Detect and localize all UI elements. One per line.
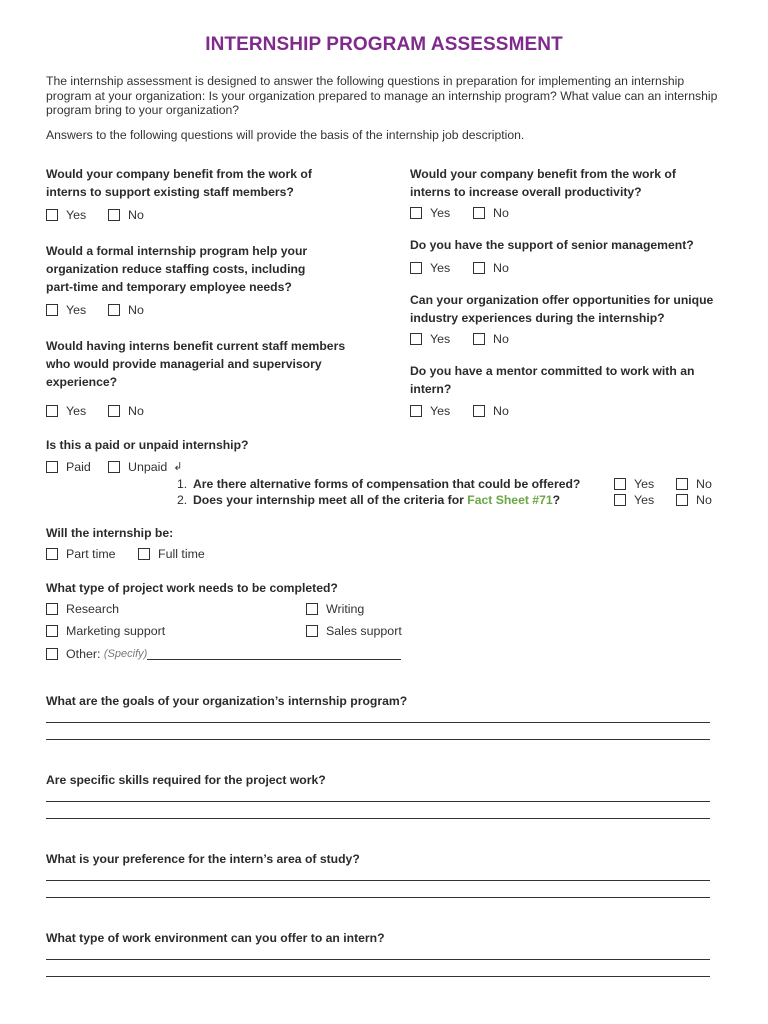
checkbox[interactable] xyxy=(473,207,485,219)
return-arrow-icon: ↲ xyxy=(173,461,183,473)
yes-label: Yes xyxy=(66,208,87,222)
yes-option-reduce-costs[interactable] xyxy=(46,302,86,318)
question-reduce-costs: Would a formal internship program help your organization reduce staffing costs, including part-time and temporary employee needs? xyxy=(46,244,308,294)
paid-label: Paid xyxy=(66,460,91,474)
checkbox[interactable] xyxy=(46,603,58,615)
answer-line[interactable] xyxy=(46,959,710,960)
checkbox[interactable] xyxy=(46,548,58,560)
question-support-staff: Would your company benefit from the work of interns to support existing staff members? xyxy=(46,167,312,199)
subquestion-fact-sheet xyxy=(177,492,560,508)
sales-support-option[interactable] xyxy=(306,623,402,639)
question-area-of-study: What is your preference for the intern’s area of study? xyxy=(46,852,360,866)
writing-label: Writing xyxy=(326,602,365,616)
question-productivity: Would your company benefit from the work of interns to increase overall productivity? xyxy=(410,167,676,199)
checkbox[interactable] xyxy=(46,209,58,221)
specify-hint: (Specify) xyxy=(103,648,148,660)
no-label: No xyxy=(128,208,144,222)
no-option-productivity[interactable] xyxy=(473,205,509,221)
no-option-fact-sheet[interactable] xyxy=(676,492,712,508)
checkbox[interactable] xyxy=(410,333,422,345)
full-time-option[interactable] xyxy=(138,546,205,562)
marketing-support-option[interactable] xyxy=(46,623,165,639)
subquestion-text: Are there alternative forms of compensation that could be offered? xyxy=(193,477,581,491)
part-time-label: Part time xyxy=(66,547,116,561)
subquestion-text: Does your internship meet all of the criteria for xyxy=(193,493,468,507)
yes-option-industry[interactable] xyxy=(410,331,450,347)
checkbox[interactable] xyxy=(676,494,688,506)
yes-label: Yes xyxy=(430,404,451,418)
checkbox[interactable] xyxy=(108,209,120,221)
checkbox[interactable] xyxy=(676,478,688,490)
part-time-option[interactable] xyxy=(46,546,116,562)
yes-option-senior-management[interactable] xyxy=(410,260,450,276)
yes-option-support-staff[interactable] xyxy=(46,207,86,223)
paid-option[interactable] xyxy=(46,459,91,475)
intro-note: Answers to the following questions will provide the basis of the internship job description. xyxy=(46,128,525,142)
marketing-support-label: Marketing support xyxy=(66,624,166,638)
writing-option[interactable] xyxy=(306,601,364,617)
question-program-goals: What are the goals of your organization’s internship program? xyxy=(46,694,408,708)
checkbox[interactable] xyxy=(46,648,58,660)
checkbox[interactable] xyxy=(614,494,626,506)
yes-option-alternative-compensation[interactable] xyxy=(614,476,654,492)
no-option-reduce-costs[interactable] xyxy=(108,302,144,318)
answer-line[interactable] xyxy=(46,722,710,723)
subquestion-number: 2. xyxy=(177,493,188,507)
no-option-mentor[interactable] xyxy=(473,403,509,419)
no-option-industry[interactable] xyxy=(473,331,509,347)
subquestion-end: ? xyxy=(552,493,561,507)
other-specify-field[interactable] xyxy=(147,648,401,660)
checkbox[interactable] xyxy=(306,603,318,615)
question-senior-management: Do you have the support of senior management? xyxy=(410,238,694,252)
full-time-label: Full time xyxy=(158,547,205,561)
yes-label: Yes xyxy=(634,493,655,507)
no-label: No xyxy=(128,404,144,418)
sales-support-label: Sales support xyxy=(326,624,402,638)
research-label: Research xyxy=(66,602,120,616)
checkbox[interactable] xyxy=(306,625,318,637)
checkbox[interactable] xyxy=(46,461,58,473)
page-title: INTERNSHIP PROGRAM ASSESSMENT xyxy=(205,34,563,55)
checkbox[interactable] xyxy=(473,262,485,274)
yes-option-mentor[interactable] xyxy=(410,403,450,419)
unpaid-label: Unpaid xyxy=(128,460,168,474)
yes-option-managerial[interactable] xyxy=(46,403,86,419)
checkbox[interactable] xyxy=(410,405,422,417)
other-label: Other: xyxy=(66,647,101,661)
checkbox[interactable] xyxy=(614,478,626,490)
question-work-environment: What type of work environment can you offer to an intern? xyxy=(46,931,385,945)
intro-paragraph: The internship assessment is designed to answer the following questions in preparation for implementing an internship program at your organization: Is your organization prepared to manage an internship program? What value can an internship program bring to your organization? xyxy=(46,74,718,118)
yes-label: Yes xyxy=(430,332,451,346)
subquestion-number: 1. xyxy=(177,477,188,491)
yes-label: Yes xyxy=(66,404,87,418)
checkbox[interactable] xyxy=(46,405,58,417)
question-managerial-experience: Would having interns benefit current staff members who would provide managerial and supervisory experience? xyxy=(46,339,346,389)
answer-line[interactable] xyxy=(46,818,710,819)
checkbox[interactable] xyxy=(473,333,485,345)
research-option[interactable] xyxy=(46,601,119,617)
checkbox[interactable] xyxy=(410,207,422,219)
subquestion-alternative-compensation xyxy=(177,476,580,492)
yes-option-fact-sheet[interactable] xyxy=(614,492,654,508)
unpaid-option[interactable] xyxy=(108,459,182,475)
question-industry-experiences: Can your organization offer opportunities for unique industry experiences during the internship? xyxy=(410,293,714,325)
checkbox[interactable] xyxy=(410,262,422,274)
yes-label: Yes xyxy=(430,261,451,275)
checkbox[interactable] xyxy=(46,304,58,316)
answer-line[interactable] xyxy=(46,976,710,977)
fact-sheet-link[interactable]: Fact Sheet #71 xyxy=(467,493,553,507)
question-paid-unpaid: Is this a paid or unpaid internship? xyxy=(46,438,249,452)
question-project-work: What type of project work needs to be completed? xyxy=(46,581,338,595)
no-label: No xyxy=(493,332,509,346)
question-mentor: Do you have a mentor committed to work with an intern? xyxy=(410,364,695,396)
checkbox[interactable] xyxy=(138,548,150,560)
no-label: No xyxy=(696,493,712,507)
checkbox[interactable] xyxy=(108,461,120,473)
yes-label: Yes xyxy=(430,206,451,220)
answer-line[interactable] xyxy=(46,801,710,802)
answer-line[interactable] xyxy=(46,897,710,898)
no-option-support-staff[interactable] xyxy=(108,207,144,223)
no-label: No xyxy=(493,404,509,418)
no-label: No xyxy=(128,303,144,317)
answer-line[interactable] xyxy=(46,739,710,740)
yes-label: Yes xyxy=(66,303,87,317)
no-option-alternative-compensation[interactable] xyxy=(676,476,712,492)
checkbox[interactable] xyxy=(108,405,120,417)
question-internship-time: Will the internship be: xyxy=(46,526,174,540)
yes-option-productivity[interactable] xyxy=(410,205,450,221)
no-label: No xyxy=(493,206,509,220)
no-label: No xyxy=(493,261,509,275)
checkbox[interactable] xyxy=(108,304,120,316)
checkbox[interactable] xyxy=(473,405,485,417)
no-option-senior-management[interactable] xyxy=(473,260,509,276)
question-specific-skills: Are specific skills required for the project work? xyxy=(46,773,326,787)
answer-line[interactable] xyxy=(46,880,710,881)
no-option-managerial[interactable] xyxy=(108,403,144,419)
other-option[interactable] xyxy=(46,646,401,662)
checkbox[interactable] xyxy=(46,625,58,637)
yes-label: Yes xyxy=(634,477,655,491)
no-label: No xyxy=(696,477,712,491)
